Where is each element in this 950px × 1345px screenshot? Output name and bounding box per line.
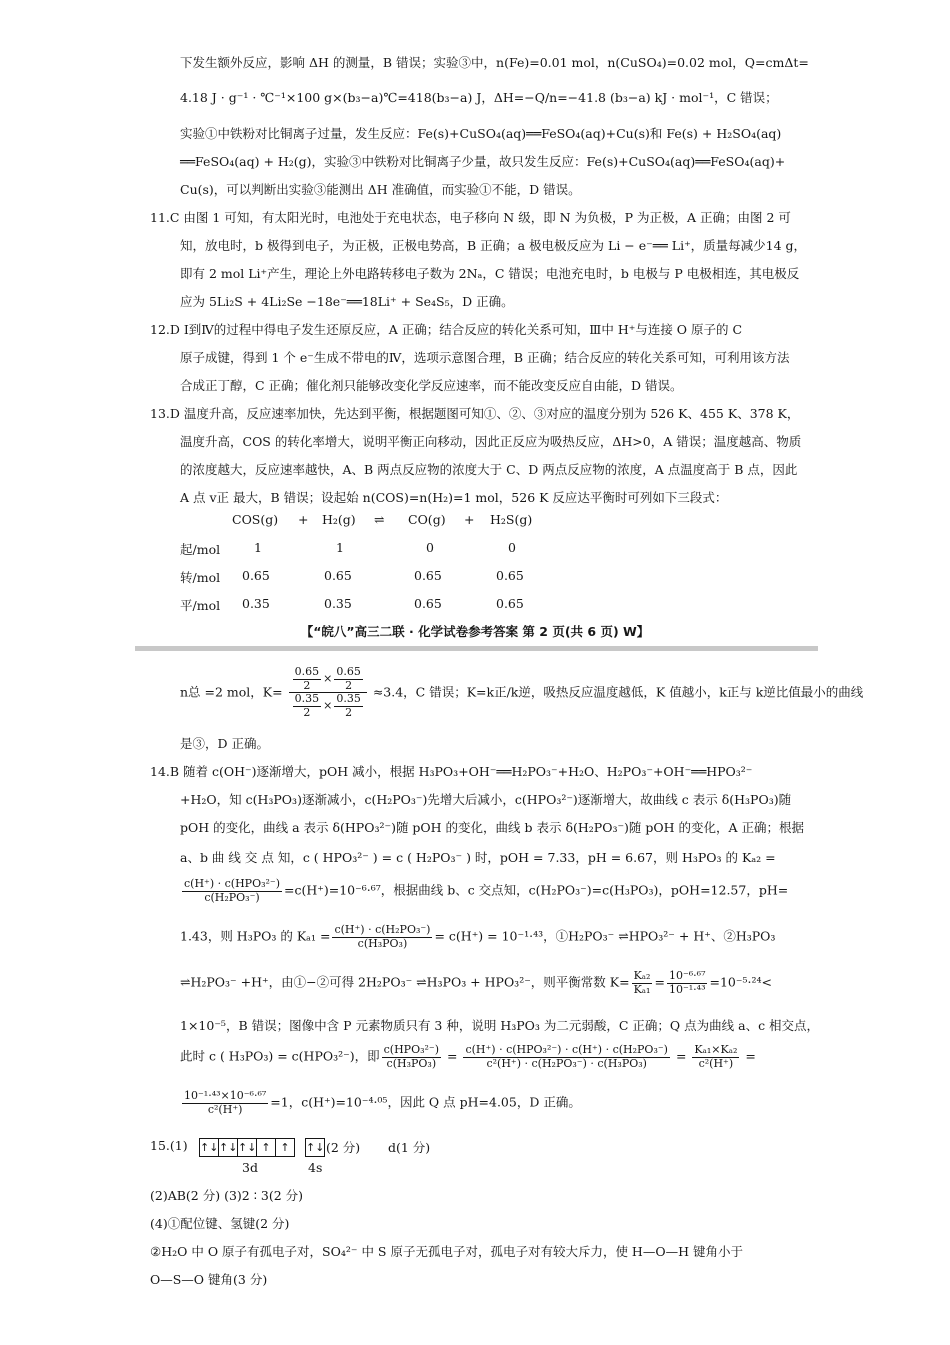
table-species: CO(g) <box>408 512 446 527</box>
orbital-box: ↑↓ <box>306 1141 325 1154</box>
q15-part-4: (4)①配位键、氢键(2 分) <box>150 1216 290 1231</box>
k-numerator: $\frac{0.65}{2}$ × $\frac{0.65}{2}$ <box>289 666 367 693</box>
question-13: 13.D 温度升高，反应速率加快，先达到平衡，根据题图可知①、②、③对应的温度分别为 526 K、455 K、378 K， <box>150 406 800 421</box>
k-n4: 2 <box>345 678 353 692</box>
text-line: 实验①中铁粉对比铜离子过量，发生反应：Fe(s)+CuSO₄(aq)══FeSO₄(aq)+Cu(s)和 Fe(s) + H₂SO₄(aq) <box>180 126 782 141</box>
label-4s: 4s <box>308 1160 323 1175</box>
k-ratio-num: Kₐ₂ <box>633 969 651 982</box>
ka1-num: c(H⁺) · c(H₂PO₃⁻) <box>334 923 431 936</box>
k-line-text: ⇌H₂PO₃⁻ +H⁺，由①−②可得 2H₂PO₃⁻ ⇌H₃PO₃ + HPO₃²⁻，则平衡常数 K= <box>180 974 630 990</box>
k-d3: 0.35 <box>336 692 361 706</box>
k-denominator: $\frac{0.35}{2}$ × $\frac{0.35}{2}$ <box>294 692 361 719</box>
q-last-rest: =1，c(H⁺)=10⁻⁴·⁰⁵，因此 Q 点 pH=4.05，D 正确。 <box>270 1094 581 1110</box>
k-n1: 0.65 <box>294 665 320 678</box>
orbital-box: ↑↓ <box>238 1141 257 1154</box>
ka1-rest: = c(H⁺) = 10⁻¹·⁴³，①H₂PO₃⁻ ⇌HPO₃²⁻ + H⁺、②H₃PO₃ <box>434 928 776 944</box>
ka2-rest: =c(H⁺)=10⁻⁶·⁶⁷，根据曲线 b、c 交点知，c(H₂PO₃⁻)=c(H₃PO₃)，pOH=12.57，pH= <box>284 882 789 898</box>
k-tail: =10⁻⁵·²⁴< <box>709 974 772 990</box>
table-cell: 0.65 <box>242 568 270 583</box>
ka2-den: c(H₂PO₃⁻) <box>204 890 260 904</box>
k-expression-line <box>180 666 863 720</box>
orbital-box: ↑↓ <box>219 1141 238 1154</box>
text-line: 即有 2 mol Li⁺产生，理论上外电路转移电子数为 2Nₐ，C 错误；电池充电时，b 电极与 P 电极相连，其电极反 <box>180 266 800 281</box>
q-frac2 <box>463 1044 670 1070</box>
table-species: COS(g) <box>232 512 279 527</box>
table-cell: 0.65 <box>414 596 442 611</box>
table-row-label: 起/mol <box>180 542 221 557</box>
q-frac2-num: c(H⁺) · c(HPO₃²⁻) · c(H⁺) · c(H₂PO₃⁻) <box>465 1043 668 1056</box>
k-value-den: 10⁻¹·⁴³ <box>668 982 706 996</box>
table-cell: 0.35 <box>324 596 352 611</box>
label-3d: 3d <box>242 1160 258 1175</box>
k-d2: 2 <box>303 705 311 719</box>
table-species: H₂(g) <box>322 512 356 527</box>
k-ratio-den: Kₐ₁ <box>633 982 651 996</box>
q15-part-4-2-cont: O—S—O 键角(3 分) <box>150 1272 268 1287</box>
table-cell: 0.65 <box>414 568 442 583</box>
k-value-num: 10⁻⁶·⁶⁷ <box>668 969 706 982</box>
table-cell: 0 <box>426 540 434 555</box>
q15-part-4-2: ②H₂O 中 O 原子有孤电子对，SO₄²⁻ 中 S 原子无孤电子对，孤电子对有较大斥力，使 H—O—H 键角小于 <box>150 1244 743 1259</box>
table-cell: 0.65 <box>324 568 352 583</box>
table-cell: 0.35 <box>242 596 270 611</box>
text-line: pOH 的变化，曲线 a 表示 δ(HPO₃²⁻)随 pOH 的变化，曲线 b 表示 δ(H₂PO₃⁻)随 pOH 的变化，A 正确；根据 <box>180 820 805 835</box>
score-text: (2 分) <box>326 1140 361 1155</box>
q-frac2-den: c²(H⁺) · c(H₂PO₃⁻) · c(H₃PO₃) <box>486 1056 647 1070</box>
text-line: 温度升高，COS 的转化率增大，说明平衡正向移动，因此正反应为吸热反应，ΔH>0，A 错误；温度越高、物质 <box>180 434 802 449</box>
equals-sign: = <box>654 974 665 990</box>
text-line: 4.18 J · g⁻¹ · ℃⁻¹×100 g×(b₃−a)℃=418(b₃−a) J，ΔH=−Q/n=−41.8 (b₃−a) kJ · mol⁻¹，C 错误； <box>180 90 778 105</box>
k-line <box>180 970 772 996</box>
ka1-line <box>180 924 775 950</box>
ka2-line <box>180 878 788 904</box>
text-line: Cu(s)，可以判断出实验③能测出 ΔH 准确值，而实验①不能，D 错误。 <box>180 182 581 197</box>
q15-part-2-3: (2)AB(2 分) (3)2 ∶ 3(2 分) <box>150 1188 304 1203</box>
answer-d: d(1 分) <box>388 1140 431 1155</box>
orbital-4s <box>305 1138 325 1157</box>
q-frac3 <box>692 1044 739 1070</box>
q-point-line: 此时 c ( H₃PO₃) = c(HPO₃²⁻)，即 $\frac{\text{c(HPO₃²⁻)}}{\text{c(H₃PO₃)}}$ = $\frac{\text{c(H⁺) · c(HPO₃²⁻) · c(H⁺) · c(H₂PO₃⁻)}}{\text{c²(H⁺) · c(H₂PO₃⁻) · c(H₃PO₃)}}$ = $\frac{\text{Kₐ₁×Kₐ₂}}{\text{c²(H⁺)}}$ = <box>180 1043 756 1070</box>
text-line: A 点 v正 最大，B 错误；设起始 n(COS)=n(H₂)=1 mol，526 K 反应达平衡时可列如下三段式： <box>180 490 728 505</box>
k-fraction <box>289 666 367 720</box>
text-line: +H₂O，知 c(H₃PO₃)逐渐减小，c(H₂PO₃⁻)先增大后减小，c(HPO₃²⁻)逐渐增大，故曲线 c 表示 δ(H₃PO₃)随 <box>180 792 792 807</box>
table-row-label: 平/mol <box>180 598 221 613</box>
k-value-fraction <box>667 970 708 996</box>
ka2-num: c(H⁺) · c(HPO₃²⁻) <box>184 877 281 890</box>
ka1-den: c(H₃PO₃) <box>357 936 408 950</box>
text-line: 1×10⁻⁵，B 错误；图像中含 P 元素物质只有 3 种，说明 H₃PO₃ 为二元弱酸，C 正确；Q 点为曲线 a、c 相交点， <box>180 1018 820 1033</box>
text-line: 的浓度越大，反应速率越快，A、B 两点反应物的浓度大于 C、D 两点反应物的浓度，A 点温度高于 B 点，因此 <box>180 462 798 477</box>
orbital-box: ↑↓ <box>200 1141 219 1154</box>
q-frac1-den: c(H₃PO₃) <box>386 1056 437 1070</box>
k-suffix: ≈3.4，C 错误；K=k正/k逆，吸热反应温度越低，K 值越小，k正与 k逆比值最小的曲线 <box>372 684 864 700</box>
q-frac1-num: c(HPO₃²⁻) <box>383 1043 440 1056</box>
ka1-prefix: 1.43，则 H₃PO₃ 的 Kₐ₁ = <box>180 928 331 944</box>
table-arrow: ⇌ <box>374 512 385 527</box>
question-11: 11.C 由图 1 可知，有太阳光时，电池处于充电状态，电子移向 N 级，即 N 为负极，P 为正极，A 正确；由图 2 可 <box>150 210 791 225</box>
question-15-prefix: 15.(1) <box>150 1138 188 1153</box>
text-line: ══FeSO₄(aq) + H₂(g)，实验③中铁粉对比铜离子少量，故只发生反应：Fe(s)+CuSO₄(aq)══FeSO₄(aq)+ <box>180 154 786 169</box>
text-line: 原子成键，得到 1 个 e⁻生成不带电的Ⅳ，选项示意图合理，B 正确；结合反应的转化关系可知，可利用该方法 <box>180 350 790 365</box>
k-d4: 2 <box>345 705 353 719</box>
k-prefix: n总 =2 mol，K= <box>180 684 283 700</box>
text-line: 知，放电时，b 极得到电子，为正极，正极电势高，B 正确；a 极电极反应为 Li − e⁻══ Li⁺，质量每减少14 g， <box>180 238 807 253</box>
k-den-part <box>334 693 363 719</box>
ka2-fraction <box>182 878 282 904</box>
table-cell: 1 <box>254 540 262 555</box>
table-cell: 0 <box>508 540 516 555</box>
orbital-box: ↑ <box>280 1141 290 1154</box>
k-d1: 0.35 <box>294 692 320 706</box>
orbital-3d <box>199 1138 295 1157</box>
text-line: 应为 5Li₂S + 4Li₂Se −18e⁻══18Li⁺ + Se₄S₅，D 正确。 <box>180 294 514 309</box>
q-frac3-den: c²(H⁺) <box>698 1056 734 1070</box>
page-footer: 【“皖八”高三二联 · 化学试卷参考答案 第 2 页(共 6 页) W】 <box>300 624 650 639</box>
page-divider <box>135 646 818 651</box>
k-ratio-fraction <box>632 970 653 996</box>
text-line: 下发生额外反应，影响 ΔH 的测量，B 错误；实验③中，n(Fe)=0.01 mol，n(CuSO₄)=0.02 mol，Q=cmΔt= <box>180 55 809 70</box>
text-line: a、b 曲 线 交 点 知，c ( HPO₃²⁻ ) = c ( H₂PO₃⁻ ) 时，pOH = 7.33，pH = 6.67，则 H₃PO₃ 的 Kₐ₂ = <box>180 850 776 865</box>
table-cell: 0.65 <box>496 596 524 611</box>
text-line: 是③，D 正确。 <box>180 736 269 751</box>
question-12: 12.D Ⅰ到Ⅳ的过程中得电子发生还原反应，A 正确；结合反应的转化关系可知，Ⅲ中 H⁺与连接 O 原子的 C <box>150 322 743 337</box>
q-frac3-num: Kₐ₁×Kₐ₂ <box>694 1043 738 1056</box>
k-num-part <box>334 666 363 692</box>
k-n2: 2 <box>303 678 311 692</box>
table-plus: + <box>464 512 475 527</box>
q-last-fraction <box>182 1090 268 1116</box>
question-14: 14.B 随着 c(OH⁻)逐渐增大，pOH 减小，根据 H₃PO₃+OH⁻══H₂PO₃⁻+H₂O、H₂PO₃⁻+OH⁻══HPO₃²⁻ <box>150 764 753 779</box>
table-cell: 1 <box>336 540 344 555</box>
orbital-box: ↑ <box>257 1139 276 1156</box>
text-line: 合成正丁醇，C 正确；催化剂只能够改变化学反应速率，而不能改变反应自由能，D 错误。 <box>180 378 683 393</box>
table-species: H₂S(g) <box>490 512 533 527</box>
q-last-num: 10⁻¹·⁴³×10⁻⁶·⁶⁷ <box>184 1089 267 1102</box>
q-last-den: c²(H⁺) <box>207 1102 243 1116</box>
q-result-line <box>180 1090 581 1116</box>
table-cell: 0.65 <box>496 568 524 583</box>
table-plus: + <box>298 512 309 527</box>
ka1-fraction <box>332 924 432 950</box>
k-n3: 0.65 <box>336 665 361 678</box>
q-prefix: 此时 c ( H₃PO₃) = c(HPO₃²⁻)，即 <box>180 1048 380 1064</box>
k-den-part <box>293 693 322 719</box>
k-num-part <box>293 666 322 692</box>
q-frac1 <box>382 1044 441 1070</box>
table-row-label: 转/mol <box>180 570 221 585</box>
